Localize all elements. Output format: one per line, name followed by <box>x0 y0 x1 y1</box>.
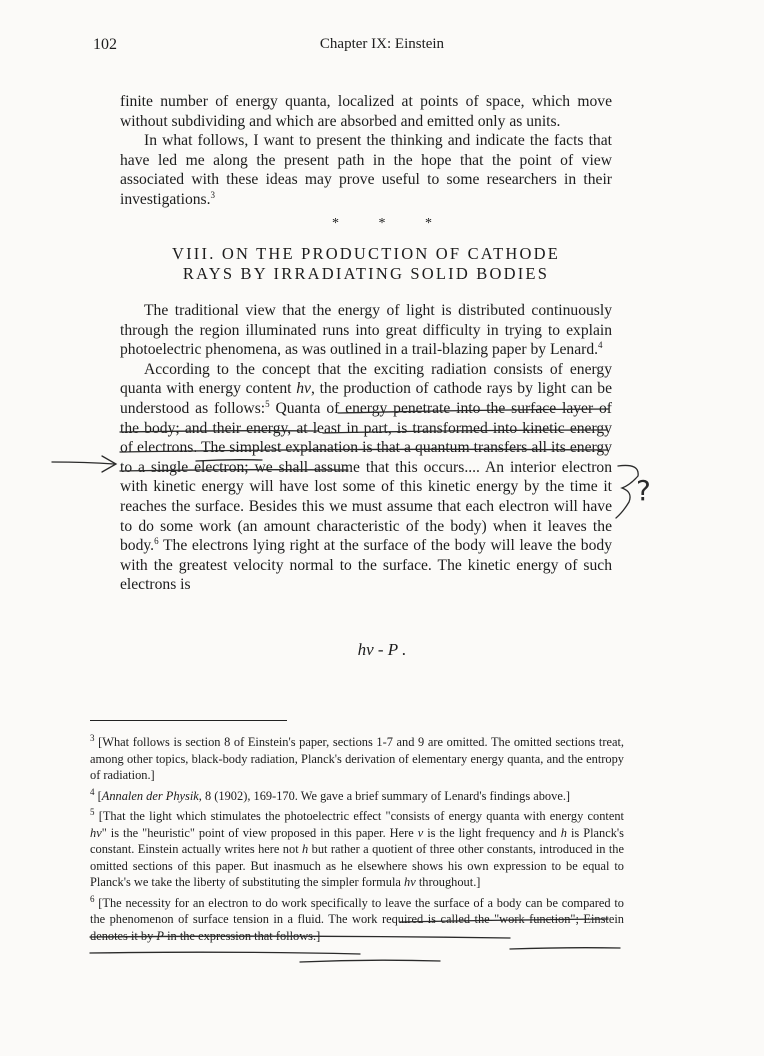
footnote-ref-5: 5 <box>265 398 270 409</box>
footnote-ref-3: 3 <box>210 189 216 200</box>
footnote-ref-6: 6 <box>154 535 159 546</box>
section-paragraph-2: According to the concept that the exciting radiation consists of energy quanta with energy content hν, the production of cathode rays by light can be understood as follows:$^5$ Quanta of energy penetrate into the surface layer of the body; and their energy, at least in part, is transformed into kinetic energy of electrons. The simplest explanation is that a quantum transfers all its energy to a single electron; we shall assume that this occurs.... An interior electron with kinetic energy will have lost some of this kinetic energy by the time it reaches the surface. Besides this we must assume that each electron will have to do some work (an amount characteristic of the body) when it leaves the body.$^6$ The electrons lying right at the surface of the body will leave the body with the greatest velocity normal to the surface. The kinetic energy of such electrons is <box>120 360 612 594</box>
section-body <box>120 301 612 595</box>
footnote-4: $^4$ [Annalen der Physik, 8 (1902), 169-170. We gave a brief summary of Lenard's findings above.] <box>90 786 571 803</box>
section-title: VIII. ON THE PRODUCTION OF CATHODE RAYS BY IRRADIATING SOLID BODIES <box>172 244 560 283</box>
underline-annotation <box>90 952 360 954</box>
arrow-annotation <box>52 462 114 464</box>
running-head: Chapter IX: Einstein <box>319 36 445 52</box>
intro-paragraph-1: finite number of energy quanta, localized at points of space, which move without subdividing and which are absorbed and emitted only as units. <box>120 93 612 130</box>
page-number: 102 <box>93 36 117 53</box>
arrowhead-annotation <box>102 456 116 472</box>
footnote-6: $^6$ [The necessity for an electron to do work specifically to leave the surface of a body can be compared to the phenomenon of surface tension in a fluid. The work required is called the "work function"; Einstein denotes it by P in the expression that follows.] <box>90 893 624 943</box>
footnote-rule <box>90 720 287 721</box>
intro-paragraph-2: In what follows, I want to present the thinking and indicate the facts that have led me along the present path in the hope that the point of view associated with these ideas may prove useful to some researchers in their investigations.$^3$ <box>120 132 612 208</box>
footnote-3: $^3$ [What follows is section 8 of Einstein's paper, sections 1-7 and 9 are omitted. The omitted sections treat, among other topics, black-body radiation, Planck's derivation of elementary energy quanta, and the entropy of radiation.] <box>90 732 624 782</box>
question-mark-annotation: ? <box>636 474 651 507</box>
intro-text <box>120 92 612 210</box>
underline-annotation <box>300 960 440 962</box>
footnote-5: $^5$ [That the light which stimulates the photoelectric effect "consists of energy quanta with energy content hν" is the "heuristic" point of view proposed in this paper. Here ν is the light frequency and h is Planck's constant. Einstein actually writes here not h but rather a quotient of three other constants, introduced in the omitted sections of this paper. But inasmuch as he elsewhere shows his own expression to be equal to Planck's we take the liberty of substituting the simpler formula hν throughout.] <box>90 806 624 889</box>
bracket-annotation <box>616 465 638 518</box>
footnote-ref-4: 4 <box>598 340 603 350</box>
section-separator: * * * <box>332 216 450 231</box>
footnotes <box>90 734 624 944</box>
underline-annotation <box>510 948 620 949</box>
kinetic-energy-formula: hν - P . <box>357 640 407 659</box>
section-paragraph-1: The traditional view that the energy of light is distributed continuously through the region illuminated runs into great difficulty in trying to explain photoelectric phenomena, as was outlined in a trail-blazing paper by Lenard.$^4$ <box>120 302 612 359</box>
